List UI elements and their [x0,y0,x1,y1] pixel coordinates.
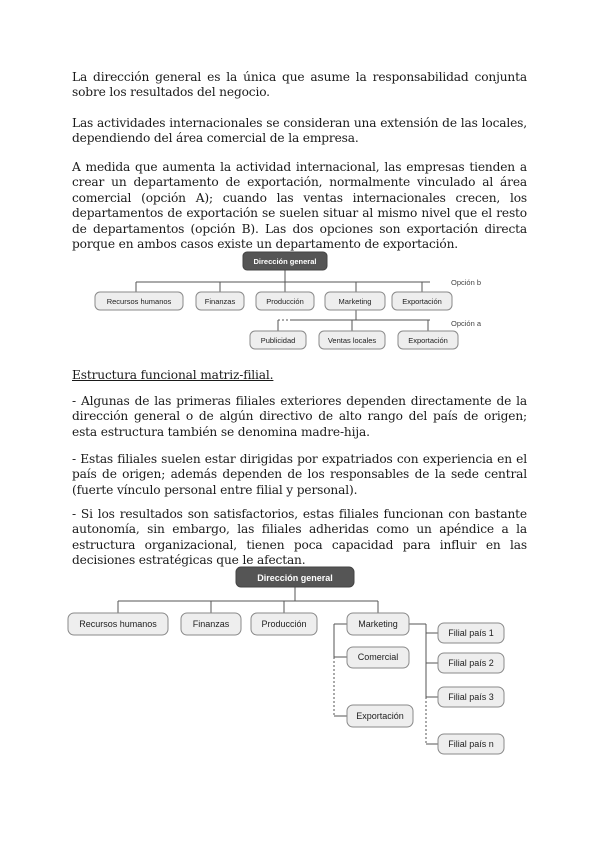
finanzas-label: Finanzas [204,297,236,306]
paragraph-departamento-exportacion: A medida que aumenta la actividad internacional, las empresas tienden a crear un departamento de exportación, normalmente vinculado al área comercial (opción A); cuando las ventas internacionales crecen, los departamentos de exportación se suelen situar al mismo nivel que el resto de departamentos (opción B). Las dos opciones son exportación directa porque en ambos casos existe un departamento de exportación. [72,160,527,252]
recursos-humanos-label: Recursos humanos [106,297,172,306]
direccion-general-label-2: Dirección general [257,573,333,583]
publicidad-label: Publicidad [260,336,296,345]
opcion-b-label: Opción b [451,278,482,287]
paragraph-primeras-filiales: - Algunas de las primeras filiales exteriores dependen directamente de la dirección general o de algún directivo de alto rango del país de origen; esta estructura también se denomina madre-hija. [72,394,527,439]
paragraph-expatriados: - Estas filiales suelen estar dirigidas por expatriados con experiencia en el país de origen; además dependen de los responsables de la sede central (fuerte vínculo personal entre filial y personal). [72,452,527,497]
opcion-a-label: Opción a [451,319,482,328]
ventas-locales-label: Ventas locales [327,336,377,345]
filial-pais-3-label: Filial país 3 [448,692,494,702]
paragraph-autonomia: - Si los resultados son satisfactorios, estas filiales funcionan con bastante autonomía, sin embargo, las filiales adheridas como un apéndice a la estructura organizacional, tienen poca capacidad para influir en las decisiones estratégicas que le afectan. [72,507,527,568]
marketing-label-2: Marketing [358,619,398,629]
finanzas-label-2: Finanzas [192,619,230,629]
exportacion-label: Exportación [402,297,442,306]
paragraph-actividades-internacionales: Las actividades internacionales se consideran una extensión de las locales, dependiendo del área comercial de la empresa. [72,116,527,146]
comercial-label: Comercial [357,652,399,662]
exportacion-label-2: Exportación [356,711,404,721]
section-heading-matriz-filial: Estructura funcional matriz-filial. [72,368,274,382]
produccion-label-2: Producción [261,619,307,629]
filial-pais-n-label: Filial país n [448,739,494,749]
filial-pais-2-label: Filial país 2 [448,658,494,668]
produccion-label: Producción [266,297,304,306]
paragraph-direccion-general: La dirección general es la única que asume la responsabilidad conjunta sobre los resultados del negocio. [72,70,527,100]
marketing-label: Marketing [338,297,372,306]
filial-pais-1-label: Filial país 1 [448,628,494,638]
direccion-general-label: Dirección general [253,257,317,266]
exportacion-sub-label: Exportación [408,336,448,345]
recursos-humanos-label-2: Recursos humanos [79,619,157,629]
